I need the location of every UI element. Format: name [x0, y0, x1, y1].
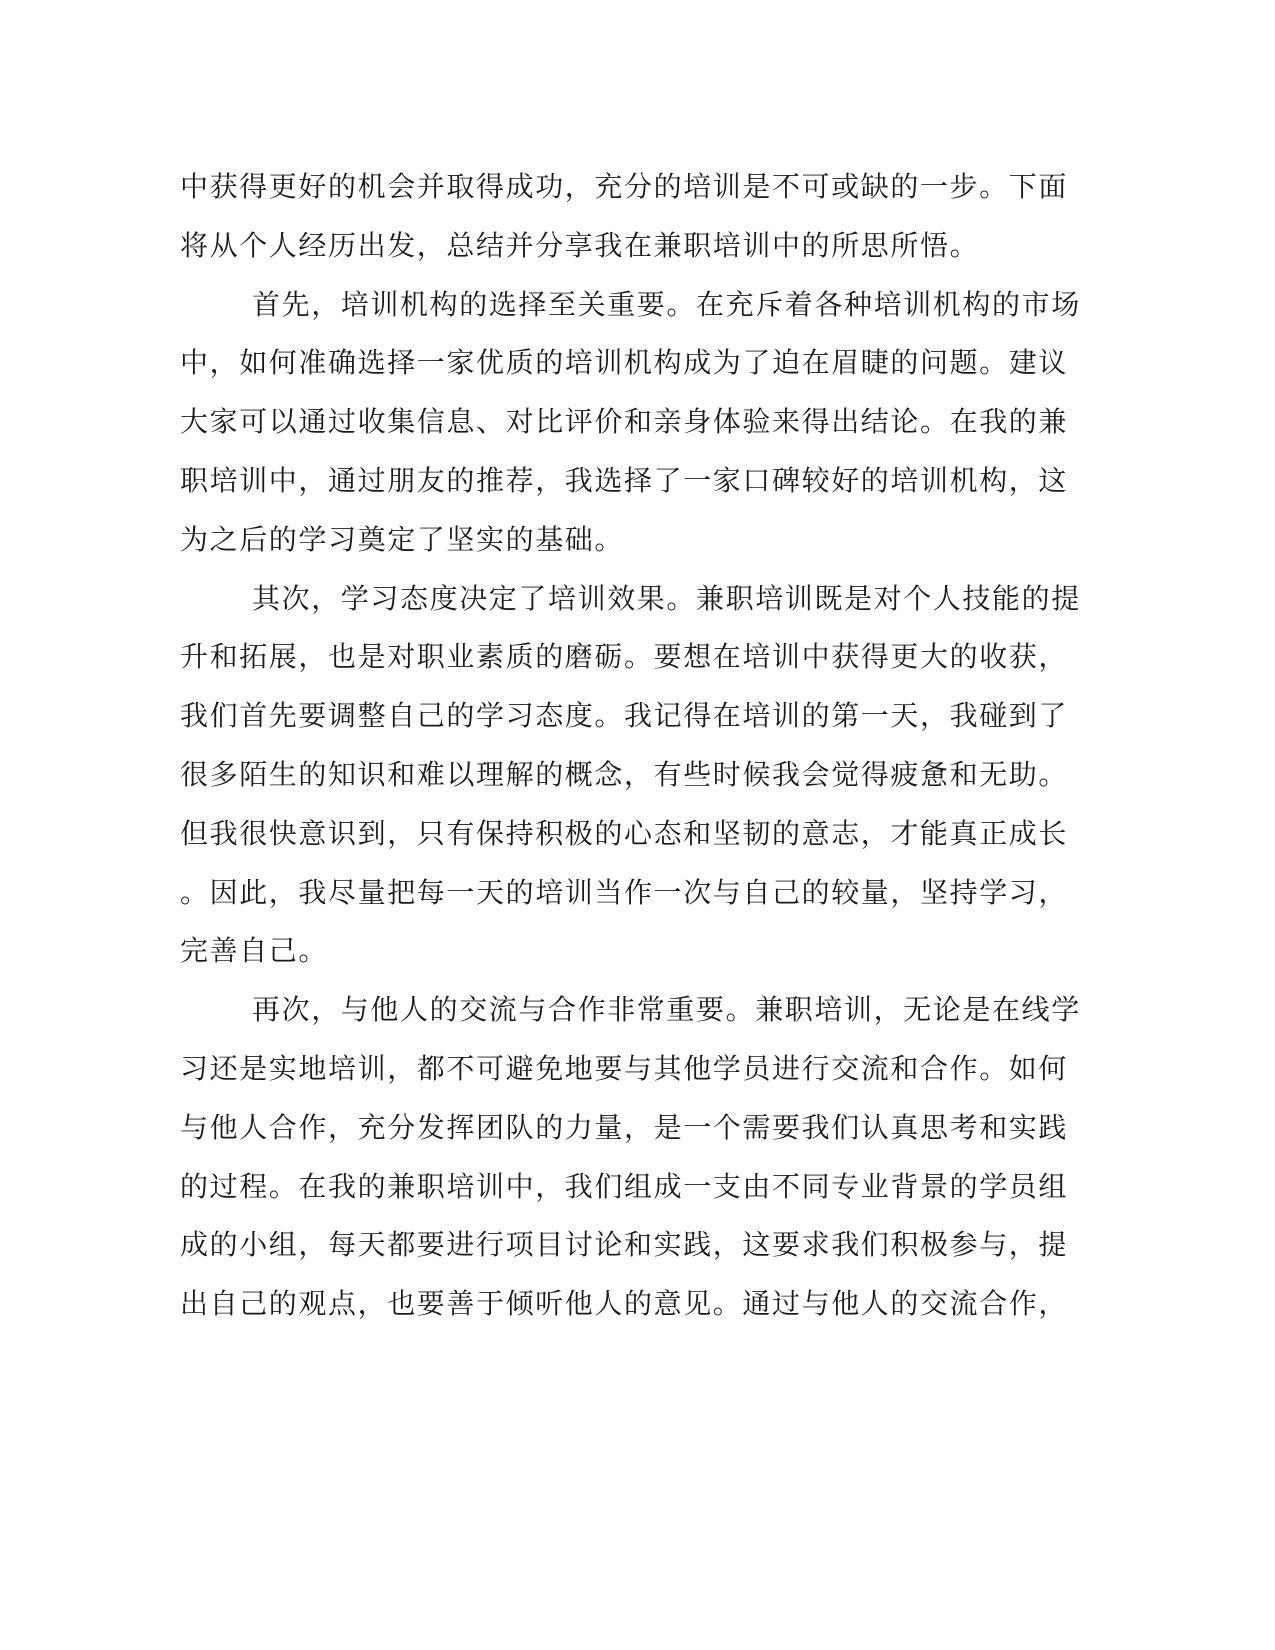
- text-line: 成的小组，每天都要进行项目讨论和实践，这要求我们积极参与，提: [180, 1228, 1069, 1262]
- paragraph-first-line: 再次，与他人的交流与合作非常重要。兼职培训，无论是在线学: [252, 993, 1081, 1027]
- text-line: 很多陌生的知识和难以理解的概念，有些时候我会觉得疲惫和无助。: [180, 757, 1069, 791]
- text-line: 的过程。在我的兼职培训中，我们组成一支由不同专业背景的学员组: [180, 1169, 1069, 1203]
- text-line: 出自己的观点，也要善于倾听他人的意见。通过与他人的交流合作，: [180, 1287, 1069, 1321]
- text-line: 职培训中，通过朋友的推荐，我选择了一家口碑较好的培训机构，这: [180, 463, 1069, 497]
- text-line: 中获得更好的机会并取得成功，充分的培训是不可或缺的一步。下面: [180, 170, 1069, 203]
- paragraph-first-line: 首先，培训机构的选择至关重要。在充斥着各种培训机构的市场: [252, 287, 1081, 321]
- text-line: 为之后的学习奠定了坚实的基础。: [180, 522, 625, 556]
- text-line: 但我很快意识到，只有保持积极的心态和坚韧的意志，才能真正成长: [180, 816, 1069, 850]
- paragraph-first-line: 其次，学习态度决定了培训效果。兼职培训既是对个人技能的提: [252, 581, 1081, 615]
- text-line: 与他人合作，充分发挥团队的力量，是一个需要我们认真思考和实践: [180, 1110, 1069, 1144]
- document-body: [180, 158, 1081, 1334]
- text-line: 将从个人经历出发，总结并分享我在兼职培训中的所思所悟。: [180, 228, 980, 262]
- text-line: 完善自己。: [180, 934, 329, 968]
- text-line: 升和拓展，也是对职业素质的磨砺。要想在培训中获得更大的收获，: [180, 640, 1069, 674]
- text-line: 我们首先要调整自己的学习态度。我记得在培训的第一天，我碰到了: [180, 699, 1069, 733]
- text-line: 习还是实地培训，都不可避免地要与其他学员进行交流和合作。如何: [180, 1051, 1069, 1085]
- text-line: 大家可以通过收集信息、对比评价和亲身体验来得出结论。在我的兼: [180, 405, 1069, 439]
- text-line: 中，如何准确选择一家优质的培训机构成为了迫在眉睫的问题。建议: [180, 346, 1069, 380]
- text-line: 。因此，我尽量把每一天的培训当作一次与自己的较量，坚持学习，: [180, 875, 1069, 909]
